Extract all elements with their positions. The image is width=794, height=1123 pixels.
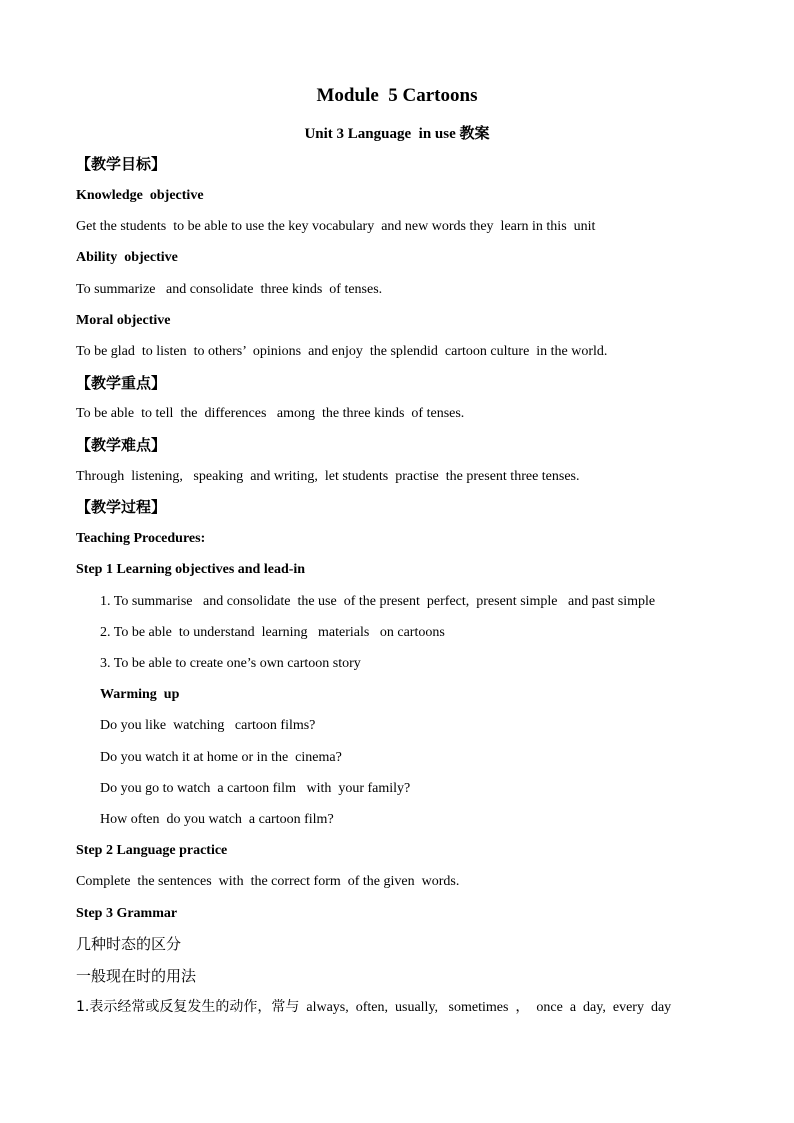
key-points-text: To be able to tell the differences among the three kinds of tenses. [76, 406, 465, 421]
grammar-item-chinese: 1.表示经常或反复发生的动作，常与 [76, 999, 300, 1015]
section-heading-key-points: 【教学重点】 [76, 374, 167, 392]
step1-item: 2. To be able to understand learning materials on cartoons [100, 625, 445, 640]
subtitle-chinese: 教案 [459, 124, 490, 142]
warming-up-question: Do you watch it at home or in the cinema? [100, 750, 342, 765]
step2-heading: Step 2 Language practice [76, 843, 228, 858]
section-heading-goals: 【教学目标】 [76, 155, 167, 173]
moral-objective-heading: Moral objective [76, 313, 171, 328]
knowledge-objective-text: Get the students to be able to use the key vocabulary and new words they learn in this unit [76, 219, 596, 234]
document-subtitle [0, 124, 794, 143]
warming-up-question: How often do you watch a cartoon film? [100, 812, 334, 827]
difficulties-text: Through listening, speaking and writing, let students practise the present three tenses. [76, 469, 580, 484]
grammar-item [76, 998, 671, 1017]
teaching-procedures-heading: Teaching Procedures: [76, 531, 206, 546]
subtitle-english: Unit 3 Language in use [304, 126, 456, 142]
warming-up-question: Do you go to watch a cartoon film with your family? [100, 781, 411, 796]
step1-heading: Step 1 Learning objectives and lead-in [76, 562, 306, 577]
knowledge-objective-heading: Knowledge objective [76, 188, 204, 203]
warming-up-question: Do you like watching cartoon films? [100, 718, 316, 733]
document-title: Module 5 Cartoons [316, 85, 478, 106]
step3-heading: Step 3 Grammar [76, 906, 178, 921]
grammar-line: 几种时态的区分 [76, 935, 182, 953]
ability-objective-text: To summarize and consolidate three kinds of tenses. [76, 282, 383, 297]
warming-up-heading: Warming up [100, 687, 180, 702]
moral-objective-text: To be glad to listen to others’ opinions and enjoy the splendid cartoon culture in the world. [76, 344, 608, 359]
step1-item: 1. To summarise and consolidate the use of the present perfect, present simple and past simple [100, 594, 656, 609]
step2-text: Complete the sentences with the correct form of the given words. [76, 874, 460, 889]
ability-objective-heading: Ability objective [76, 250, 178, 265]
grammar-item-english: always, often, usually, sometimes ， once a day, every day [299, 1000, 672, 1015]
grammar-line: 一般现在时的用法 [76, 967, 197, 985]
section-heading-difficulties: 【教学难点】 [76, 436, 167, 454]
step1-item: 3. To be able to create one’s own cartoon story [100, 656, 361, 671]
section-heading-process: 【教学过程】 [76, 498, 167, 516]
